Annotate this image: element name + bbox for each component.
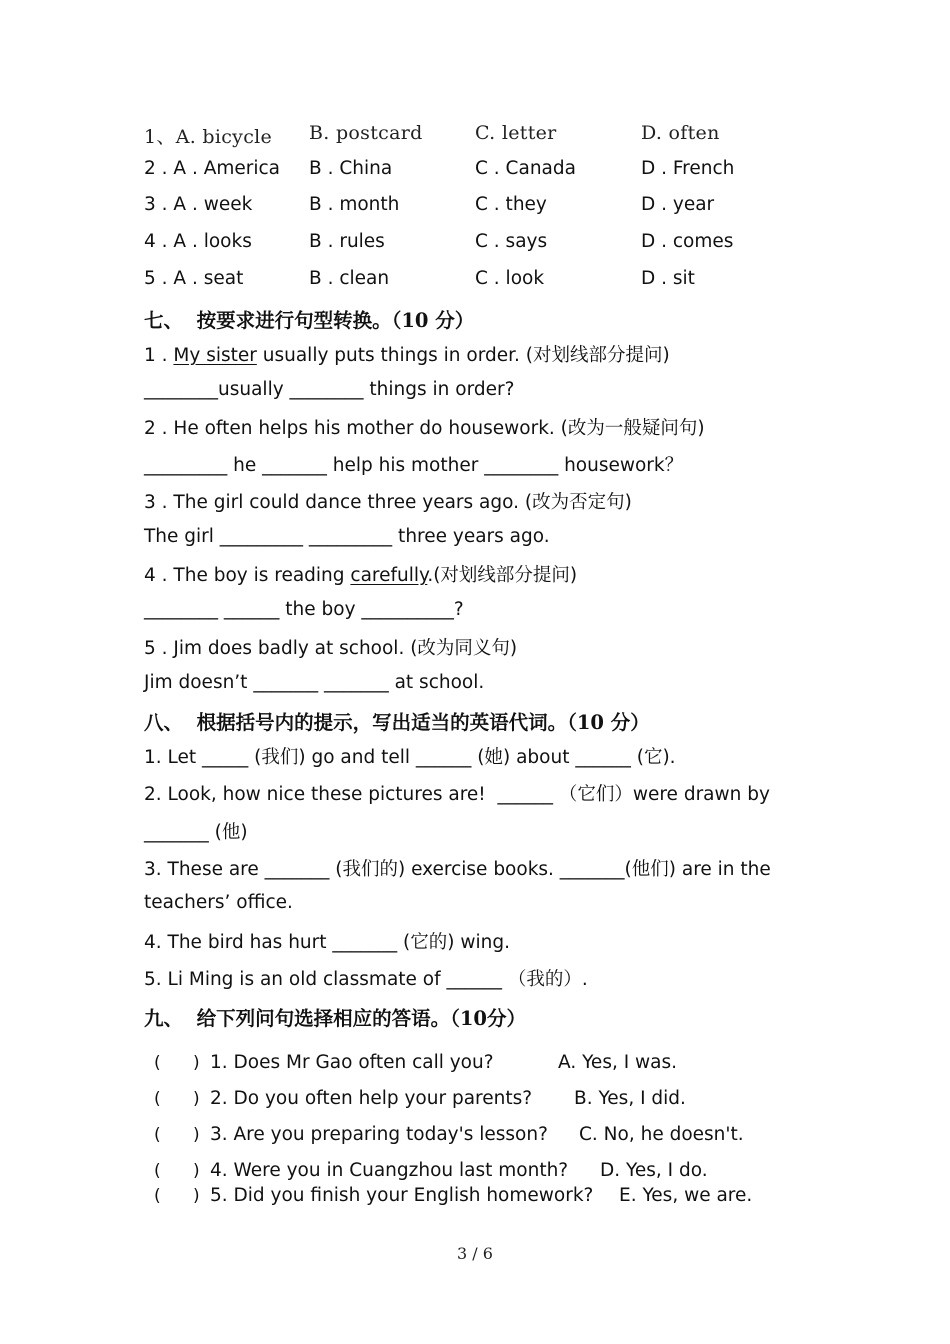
s7-q3-answer: The girl _________ _________ three years ago. (144, 526, 550, 547)
s9-answer-1: A. Yes, I was. (558, 1052, 678, 1073)
row1-option-d: D. often (641, 122, 720, 144)
row3-option-c: C . they (475, 194, 547, 215)
s7-q4-suffix: .(对划线部分提问) (427, 565, 578, 586)
row2-option-d: D . French (641, 158, 735, 179)
row3-option-d: D . year (641, 194, 715, 215)
s9-answer-3: C. No, he doesn't. (579, 1124, 744, 1145)
row4-option-d: D . comes (641, 231, 734, 252)
s7-q1 (144, 341, 670, 367)
s9-question-2: 2. Do you often help your parents? (210, 1088, 533, 1109)
s7-q2-answer: _________ he _______ help his mother ________ housework？ (144, 455, 684, 476)
section-9-title: 九、 给下列问句选择相应的答语。（10分） (144, 1007, 526, 1030)
s7-q4-underlined: carefully (350, 565, 428, 586)
section-8-title: 八、 根据括号内的提示，写出适当的英语代词。（10 分） (144, 711, 650, 734)
s7-q1-prefix: 1 . (144, 345, 174, 366)
s9-answer-4: D. Yes, I do. (600, 1160, 708, 1181)
row5-option-d: D . sit (641, 268, 695, 289)
s7-q5: 5 . Jim does badly at school. (改为同义句) (144, 638, 518, 659)
row5-option-b: B . clean (309, 268, 390, 289)
row2-option-a: 2 . A . America (144, 158, 281, 179)
s9-question-3: 3. Are you preparing today's lesson? (210, 1124, 548, 1145)
row5-option-a: 5 . A . seat (144, 268, 244, 289)
s9-bracket-5: ( ) (154, 1186, 200, 1206)
row3-option-b: B . month (309, 194, 400, 215)
s9-question-5: 5. Did you finish your English homework? (210, 1185, 594, 1206)
s9-answer-5: E. Yes, we are. (619, 1185, 753, 1206)
s8-line-3: _______ (他) (144, 822, 248, 843)
s9-bracket-4: ( ) (154, 1161, 200, 1181)
s7-q5-answer: Jim doesn’t _______ _______ at school. (144, 672, 485, 693)
row3-option-a: 3 . A . week (144, 194, 253, 215)
row2-option-c: C . Canada (475, 158, 576, 179)
s8-line-2: 2. Look, how nice these pictures are! ______ （它们）were drawn by (144, 784, 770, 805)
row4-option-b: B . rules (309, 231, 385, 252)
s9-question-1: 1. Does Mr Gao often call you? (210, 1052, 494, 1073)
s7-q4-answer: ________ ______ the boy __________? (144, 599, 464, 620)
row1-option-c: C. letter (475, 122, 557, 144)
s7-q1-suffix: usually puts things in order. (对划线部分提问) (256, 345, 670, 366)
s9-bracket-2: ( ) (154, 1089, 200, 1109)
s7-q4 (144, 561, 577, 587)
s9-question-4: 4. Were you in Cuangzhou last month? (210, 1160, 569, 1181)
row4-option-a: 4 . A . looks (144, 231, 252, 252)
s7-q1-underlined: My sister (173, 345, 257, 366)
s7-q4-prefix: 4 . The boy is reading (144, 565, 351, 586)
row1-option-b: B. postcard (309, 122, 423, 144)
row2-option-b: B . China (309, 158, 393, 179)
row4-option-c: C . says (475, 231, 548, 252)
s9-answer-2: B. Yes, I did. (574, 1088, 686, 1109)
s8-line-7: 5. Li Ming is an old classmate of ______ （我的）. (144, 969, 588, 990)
page-number: 3 / 6 (457, 1244, 493, 1263)
s8-line-5: teachers’ office. (144, 892, 293, 913)
s7-q2: 2 . He often helps his mother do housework. (改为一般疑问句) (144, 418, 705, 439)
s9-bracket-1: ( ) (154, 1053, 200, 1073)
row5-option-c: C . look (475, 268, 545, 289)
s8-line-1: 1. Let _____ (我们) go and tell ______ (她) about ______ (它). (144, 747, 676, 768)
s7-q1-answer: ________usually ________ things in order? (144, 379, 515, 400)
s7-q3: 3 . The girl could dance three years ago. (改为否定句) (144, 492, 632, 513)
s8-line-6: 4. The bird has hurt _______ (它的) wing. (144, 932, 510, 953)
s9-bracket-3: ( ) (154, 1125, 200, 1145)
s8-line-4: 3. These are _______ (我们的) exercise books. _______(他们) are in the (144, 859, 771, 880)
section-7-title: 七、 按要求进行句型转换。（10 分） (144, 309, 475, 332)
row1-option-a: 1、A. bicycle (144, 126, 273, 148)
